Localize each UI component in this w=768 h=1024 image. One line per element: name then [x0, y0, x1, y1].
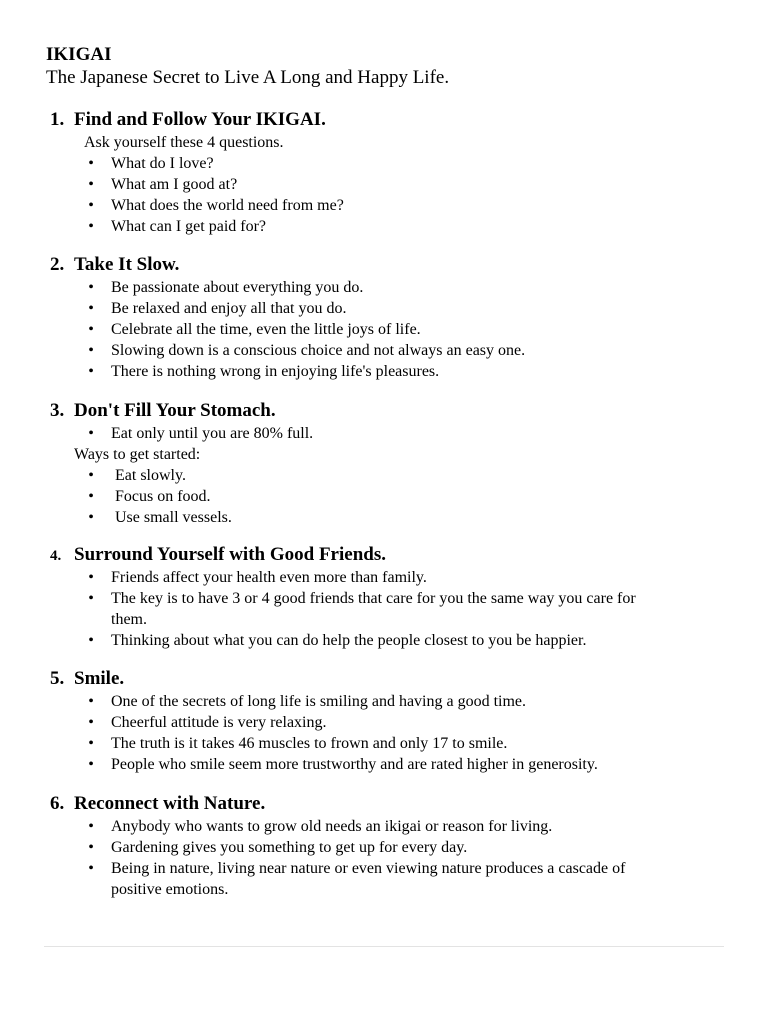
list-item [0, 298, 768, 319]
bullet-icon: • [88, 590, 94, 607]
list-item [0, 858, 768, 879]
section-intro: Ask yourself these 4 questions. [84, 134, 284, 151]
bullet-icon: • [88, 860, 94, 877]
list-item [0, 837, 768, 858]
list-item-text: Use small vessels. [115, 509, 232, 526]
list-item-text: Anybody who wants to grow old needs an ikigai or reason for living. [111, 818, 553, 835]
list-item-text: The truth is it takes 46 muscles to frown and only 17 to smile. [111, 735, 508, 752]
list-item [0, 630, 768, 651]
list-item [0, 153, 768, 174]
list-item-text: Thinking about what you can do help the people closest to you be happier. [111, 632, 587, 649]
list-item-text: What can I get paid for? [111, 218, 267, 235]
bullet-icon: • [88, 218, 94, 235]
list-item-text: The key is to have 3 or 4 good friends that care for you the same way you care for [111, 590, 636, 607]
section-reconnect-nature [0, 792, 768, 900]
list-item-text: What does the world need from me? [111, 197, 344, 214]
bullet-icon: • [88, 839, 94, 856]
list-item [0, 754, 768, 775]
section-heading [0, 543, 768, 567]
bullet-icon: • [88, 300, 94, 317]
bullet-icon: • [88, 569, 94, 586]
bullet-icon: • [88, 321, 94, 338]
section-heading [0, 667, 768, 691]
list-item [0, 423, 768, 444]
section-heading [0, 792, 768, 816]
section-number: 2. [50, 254, 65, 275]
list-item [0, 816, 768, 837]
document-title: IKIGAI [46, 44, 112, 65]
list-item-continuation [0, 879, 768, 900]
bullet-icon: • [88, 363, 94, 380]
list-item-text: Be relaxed and enjoy all that you do. [111, 300, 347, 317]
list-item [0, 216, 768, 237]
section-title: Reconnect with Nature. [74, 793, 266, 814]
list-item-text: positive emotions. [111, 881, 229, 898]
bullet-icon: • [88, 632, 94, 649]
section-title: Surround Yourself with Good Friends. [74, 544, 386, 565]
section-number: 6. [50, 793, 65, 814]
bullet-icon: • [88, 176, 94, 193]
list-item-text: Slowing down is a conscious choice and not always an easy one. [111, 342, 526, 359]
list-item-text: There is nothing wrong in enjoying life's pleasures. [111, 363, 440, 380]
bullet-icon: • [88, 197, 94, 214]
section-subhead: Ways to get started: [74, 446, 201, 463]
list-item-text: Eat only until you are 80% full. [111, 425, 314, 442]
bullet-icon: • [88, 279, 94, 296]
list-item [0, 174, 768, 195]
bullet-icon: • [88, 342, 94, 359]
list-item [0, 340, 768, 361]
bullet-icon: • [88, 818, 94, 835]
bullet-icon: • [88, 155, 94, 172]
section-heading [0, 253, 768, 277]
list-item-text: Focus on food. [115, 488, 211, 505]
list-item-text: Cheerful attitude is very relaxing. [111, 714, 327, 731]
list-item-text: What do I love? [111, 155, 214, 172]
list-item-text: them. [111, 611, 147, 628]
list-item-text: Gardening gives you something to get up for every day. [111, 839, 468, 856]
section-dont-fill-stomach [0, 399, 768, 528]
list-item-text: What am I good at? [111, 176, 238, 193]
list-item-continuation [0, 609, 768, 630]
list-item-text: People who smile seem more trustworthy and are rated higher in generosity. [111, 756, 598, 773]
section-number: 3. [50, 400, 65, 421]
list-item [0, 486, 768, 507]
list-item-text: Be passionate about everything you do. [111, 279, 364, 296]
list-item [0, 465, 768, 486]
section-number: 4. [50, 548, 62, 564]
list-item [0, 361, 768, 382]
bullet-icon: • [88, 735, 94, 752]
bullet-icon: • [88, 425, 94, 442]
list-item [0, 319, 768, 340]
list-item [0, 195, 768, 216]
section-title: Smile. [74, 668, 125, 689]
list-item-text: Friends affect your health even more than family. [111, 569, 427, 586]
bullet-icon: • [88, 756, 94, 773]
section-find-ikigai [0, 108, 768, 237]
section-heading [0, 399, 768, 423]
section-title: Find and Follow Your IKIGAI. [74, 109, 326, 130]
section-smile [0, 667, 768, 775]
list-item-text: Being in nature, living near nature or even viewing nature produces a cascade of [111, 860, 626, 877]
list-item [0, 712, 768, 733]
list-item [0, 691, 768, 712]
section-good-friends [0, 543, 768, 651]
section-heading [0, 108, 768, 132]
list-item [0, 507, 768, 528]
list-item-text: One of the secrets of long life is smiling and having a good time. [111, 693, 527, 710]
bullet-icon: • [88, 488, 94, 505]
section-title: Don't Fill Your Stomach. [74, 400, 276, 421]
list-item [0, 277, 768, 298]
bullet-icon: • [88, 714, 94, 731]
list-item-text: Eat slowly. [115, 467, 186, 484]
bullet-icon: • [88, 693, 94, 710]
list-item [0, 733, 768, 754]
section-number: 5. [50, 668, 65, 689]
page-divider [44, 946, 724, 947]
bullet-icon: • [88, 509, 94, 526]
list-item-text: Celebrate all the time, even the little joys of life. [111, 321, 421, 338]
bullet-icon: • [88, 467, 94, 484]
document-subtitle: The Japanese Secret to Live A Long and Happy Life. [46, 67, 450, 88]
list-item [0, 588, 768, 609]
section-title: Take It Slow. [74, 254, 180, 275]
section-number: 1. [50, 109, 65, 130]
section-take-it-slow [0, 253, 768, 382]
list-item [0, 567, 768, 588]
